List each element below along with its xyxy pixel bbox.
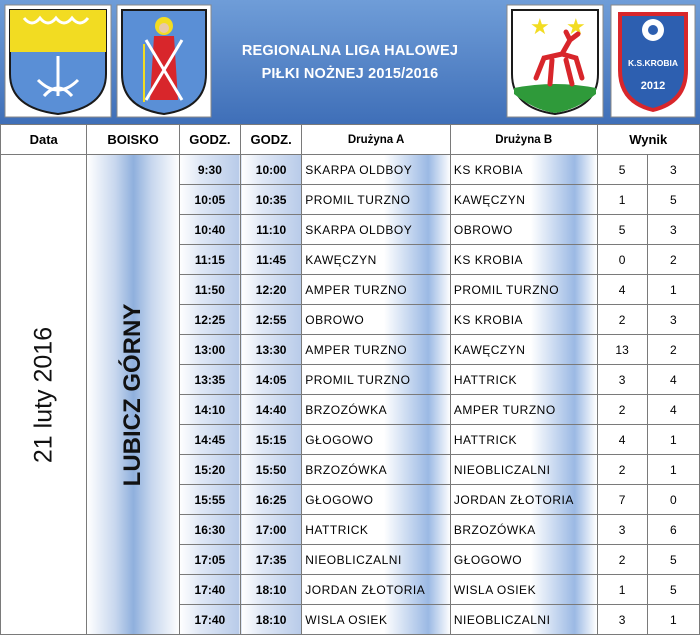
team-b-name: KS KROBIA [450, 305, 597, 335]
end-time: 18:10 [241, 575, 302, 605]
match-date-cell [1, 155, 87, 635]
start-time: 11:15 [179, 245, 240, 275]
score-b: 3 [647, 155, 699, 185]
gmina-crest-logo [4, 4, 112, 118]
team-a-name: JORDAN ZŁOTORIA [302, 575, 451, 605]
team-a-name: OBROWO [302, 305, 451, 335]
score-a: 3 [597, 515, 647, 545]
end-time: 14:05 [241, 365, 302, 395]
header-team-b: Drużyna B [450, 125, 597, 155]
table-row [1, 155, 700, 185]
end-time: 11:45 [241, 245, 302, 275]
score-b: 2 [647, 335, 699, 365]
score-a: 3 [597, 365, 647, 395]
schedule-table [0, 124, 700, 635]
start-time: 14:45 [179, 425, 240, 455]
field-name: LUBICZ GÓRNY [119, 303, 147, 486]
end-time: 13:30 [241, 335, 302, 365]
score-b: 4 [647, 395, 699, 425]
start-time: 14:10 [179, 395, 240, 425]
ks-krobia-logo [610, 4, 696, 118]
score-a: 4 [597, 425, 647, 455]
score-b: 2 [647, 245, 699, 275]
score-b: 5 [647, 185, 699, 215]
team-a-name: BRZOZÓWKA [302, 395, 451, 425]
end-time: 10:35 [241, 185, 302, 215]
score-b: 4 [647, 365, 699, 395]
team-b-name: HATTRICK [450, 365, 597, 395]
team-a-name: PROMIL TURZNO [302, 365, 451, 395]
score-a: 3 [597, 605, 647, 635]
score-b: 1 [647, 425, 699, 455]
start-time: 15:55 [179, 485, 240, 515]
team-a-name: KAWĘCZYN [302, 245, 451, 275]
team-a-name: BRZOZÓWKA [302, 455, 451, 485]
start-time: 10:40 [179, 215, 240, 245]
score-a: 2 [597, 395, 647, 425]
league-title-line2: PIŁKI NOŻNEJ 2015/2016 [261, 66, 439, 82]
team-b-name: NIEOBLICZALNI [450, 605, 597, 635]
ks-krobia-name: K.S.KROBIA [627, 58, 679, 68]
score-b: 1 [647, 275, 699, 305]
team-a-name: GŁOGOWO [302, 425, 451, 455]
team-b-name: BRZOZÓWKA [450, 515, 597, 545]
team-b-name: GŁOGOWO [450, 545, 597, 575]
score-a: 2 [597, 545, 647, 575]
end-time: 15:50 [241, 455, 302, 485]
score-a: 4 [597, 275, 647, 305]
team-b-name: KAWĘCZYN [450, 185, 597, 215]
score-a: 5 [597, 155, 647, 185]
team-b-name: KS KROBIA [450, 155, 597, 185]
score-a: 2 [597, 455, 647, 485]
end-time: 11:10 [241, 215, 302, 245]
team-a-name: HATTRICK [302, 515, 451, 545]
end-time: 10:00 [241, 155, 302, 185]
team-a-name: GŁOGOWO [302, 485, 451, 515]
team-a-name: SKARPA OLDBOY [302, 155, 451, 185]
team-a-name: SKARPA OLDBOY [302, 215, 451, 245]
score-a: 2 [597, 305, 647, 335]
team-b-name: KAWĘCZYN [450, 335, 597, 365]
end-time: 17:35 [241, 545, 302, 575]
team-a-name: WISLA OSIEK [302, 605, 451, 635]
header-time-end: GODZ. [241, 125, 302, 155]
score-a: 7 [597, 485, 647, 515]
team-b-name: AMPER TURZNO [450, 395, 597, 425]
score-a: 1 [597, 575, 647, 605]
end-time: 12:20 [241, 275, 302, 305]
league-title-line1: REGIONALNA LIGA HALOWEJ [241, 43, 459, 59]
score-b: 3 [647, 215, 699, 245]
team-b-name: HATTRICK [450, 425, 597, 455]
team-a-name: AMPER TURZNO [302, 335, 451, 365]
end-time: 14:40 [241, 395, 302, 425]
end-time: 16:25 [241, 485, 302, 515]
header-date: Data [1, 125, 87, 155]
start-time: 9:30 [179, 155, 240, 185]
start-time: 12:25 [179, 305, 240, 335]
svg-text:★: ★ [566, 15, 586, 40]
field-cell [87, 155, 179, 635]
header-time-start: GODZ. [179, 125, 240, 155]
team-b-name: OBROWO [450, 215, 597, 245]
start-time: 11:50 [179, 275, 240, 305]
team-b-name: PROMIL TURZNO [450, 275, 597, 305]
end-time: 12:55 [241, 305, 302, 335]
league-title [205, 40, 495, 86]
svg-text:★: ★ [530, 15, 550, 40]
score-a: 5 [597, 215, 647, 245]
header-team-a: Drużyna A [302, 125, 451, 155]
team-b-name: WISLA OSIEK [450, 575, 597, 605]
score-a: 1 [597, 185, 647, 215]
team-a-name: NIEOBLICZALNI [302, 545, 451, 575]
score-b: 0 [647, 485, 699, 515]
start-time: 17:40 [179, 605, 240, 635]
score-a: 13 [597, 335, 647, 365]
score-b: 5 [647, 545, 699, 575]
deer-crest-logo [506, 4, 604, 118]
start-time: 17:40 [179, 575, 240, 605]
end-time: 17:00 [241, 515, 302, 545]
team-b-name: NIEOBLICZALNI [450, 455, 597, 485]
start-time: 16:30 [179, 515, 240, 545]
score-b: 1 [647, 455, 699, 485]
team-a-name: PROMIL TURZNO [302, 185, 451, 215]
ks-krobia-year: 2012 [640, 80, 666, 92]
team-b-name: KS KROBIA [450, 245, 597, 275]
header-field: BOISKO [87, 125, 179, 155]
score-b: 1 [647, 605, 699, 635]
header-banner [0, 0, 700, 124]
saint-crest-logo [116, 4, 212, 118]
score-a: 0 [597, 245, 647, 275]
start-time: 13:00 [179, 335, 240, 365]
start-time: 13:35 [179, 365, 240, 395]
start-time: 15:20 [179, 455, 240, 485]
start-time: 10:05 [179, 185, 240, 215]
score-b: 5 [647, 575, 699, 605]
team-a-name: AMPER TURZNO [302, 275, 451, 305]
match-date: 21 luty 2016 [29, 326, 58, 463]
table-header-row [1, 125, 700, 155]
header-result: Wynik [597, 125, 700, 155]
team-b-name: JORDAN ZŁOTORIA [450, 485, 597, 515]
score-b: 3 [647, 305, 699, 335]
end-time: 15:15 [241, 425, 302, 455]
start-time: 17:05 [179, 545, 240, 575]
score-b: 6 [647, 515, 699, 545]
end-time: 18:10 [241, 605, 302, 635]
